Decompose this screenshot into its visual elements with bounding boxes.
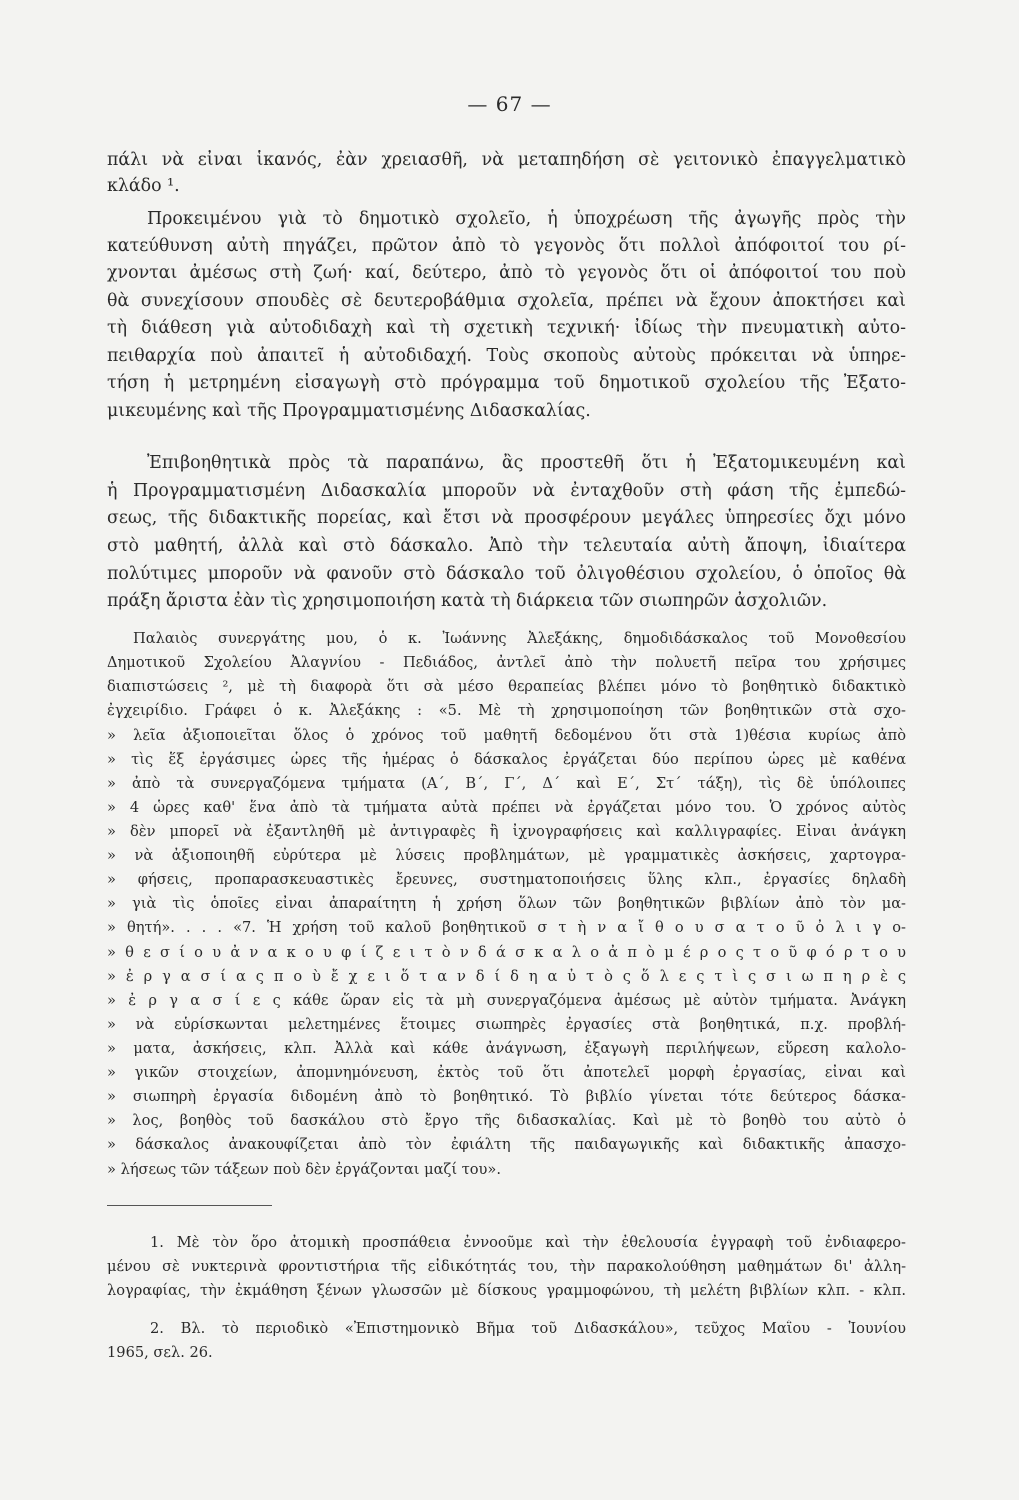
body-line: θὰ συνεχίσουν σπουδὲς σὲ δευτεροβάθμια σχολεῖα, πρέπει νὰ ἔχουν ἀποκτήσει καὶ xyxy=(107,291,906,311)
page-number: — 67 — xyxy=(467,92,552,116)
body-line: μικευμένης καὶ τῆς Προγραμματισμένης Διδασκαλίας. xyxy=(107,401,591,421)
body-line: πράξη ἄριστα ἐὰν τὶς χρησιμοποιήση κατὰ τὴ διάρκεια τῶν σιωπηρῶν ἀσχολιῶν. xyxy=(107,591,828,611)
footnote-rule xyxy=(107,1205,272,1206)
quote-line: διαπιστώσεις ², μὲ τὴ διαφορὰ ὅτι σὰ μέσο θεραπείας βλέπει μόνο τὸ βοηθητικὸ διδακτικὸ xyxy=(107,678,906,695)
footnote-line: 2. Βλ. τὸ περιοδικὸ «Ἐπιστημονικὸ Βῆμα τοῦ Διδασκάλου», τεῦχος Μαΐου - Ἰουνίου xyxy=(150,1320,906,1337)
quote-line: » λεῖα ἀξιοποιεῖται ὅλος ὁ χρόνος τοῦ μαθητῆ δεδομένου ὅτι στὰ 1)θέσια κυρίως ἀπὸ xyxy=(107,727,906,744)
body-line: τήση ἡ μετρημένη εἰσαγωγὴ στὸ πρόγραμμα τοῦ δημοτικοῦ σχολείου τῆς Ἐξατο- xyxy=(107,373,906,393)
body-line: πειθαρχία ποὺ ἀπαιτεῖ ἡ αὐτοδιδαχή. Τοὺς σκοποὺς αὐτοὺς πρόκειται νὰ ὑπηρε- xyxy=(107,346,906,366)
body-line: πολύτιμες μποροῦν νὰ φανοῦν στὸ δάσκαλο τοῦ ὀλιγοθέσιου σχολείου, ὁ ὁποῖος θὰ xyxy=(107,564,906,584)
body-line: Προκειμένου γιὰ τὸ δημοτικὸ σχολεῖο, ἡ ὑποχρέωση τῆς ἀγωγῆς πρὸς τὴν xyxy=(147,209,906,229)
quote-line: » 4 ὧρες καθ' ἕνα ἀπὸ τὰ τμήματα αὐτὰ πρέπει νὰ ἐργάζεται μόνο του. Ὁ χρόνος αὐτὸς xyxy=(107,799,906,816)
body-line: Ἐπιβοηθητικὰ πρὸς τὰ παραπάνω, ἂς προστεθῆ ὅτι ἡ Ἐξατομικευμένη καὶ xyxy=(147,453,906,473)
quote-line: » λήσεως τῶν τάξεων ποὺ δὲν ἐργάζονται μαζί του». xyxy=(107,1161,501,1178)
body-line: χνονται ἀμέσως στὴ ζωή· καί, δεύτερο, ἀπὸ τὸ γεγονὸς ὅτι οἱ ἀπόφοιτοί του ποὺ xyxy=(107,263,906,283)
quote-line: Δημοτικοῦ Σχολείου Ἀλαγνίου - Πεδιάδος, ἀντλεῖ ἀπὸ τὴν πολυετῆ πεῖρα του χρήσιμες xyxy=(107,654,906,671)
footnote-line: μένου σὲ νυκτερινὰ φροντιστήρια τῆς εἰδικότητάς του, τὴν παρακολούθηση μαθημάτων δι' ἀλλη- xyxy=(107,1258,906,1275)
quote-line: » ἀπὸ τὰ συνεργαζόμενα τμήματα (Α΄, Β΄, Γ΄, Δ΄ καὶ Ε΄, Στ΄ τάξη), τὶς δὲ ὑπόλοιπες xyxy=(107,775,906,792)
quote-line: » ἐ ρ γ α σ ί ε ς κάθε ὥραν εἰς τὰ μὴ συνεργαζόμενα ἀμέσως μὲ αὐτὸν τμήματα. Ἀνάγκη xyxy=(107,992,906,1009)
body-line: ἡ Προγραμματισμένη Διδασκαλία μποροῦν νὰ ἐνταχθοῦν στὴ φάση τῆς ἐμπεδώ- xyxy=(107,481,906,501)
quote-line: » ματα, ἀσκήσεις, κλπ. Ἀλλὰ καὶ κάθε ἀνάγνωση, ἐξαγωγὴ περιλήψεων, εὕρεση καλολο- xyxy=(107,1040,906,1057)
body-line: κλάδο ¹. xyxy=(107,176,180,196)
quote-line: » γιὰ τὶς ὁποῖες εἶναι ἀπαραίτητη ἡ χρήση ὅλων τῶν βοηθητικῶν βιβλίων ἀπὸ τὸν μα- xyxy=(107,895,906,912)
quote-line: » θ ε σ ί ο υ ἀ ν α κ ο υ φ ί ζ ε ι τ ὸ ν δ ά σ κ α λ ο ἀ π ὸ μ έ ρ ο ς τ ο ῦ φ ό ρ τ ο υ xyxy=(107,944,906,961)
quote-line: » λος, βοηθὸς τοῦ δασκάλου στὸ ἔργο τῆς διδασκαλίας. Καὶ μὲ τὸ βοηθὸ του αὐτὸ ὁ xyxy=(107,1112,906,1129)
quote-line: » φήσεις, προπαρασκευαστικὲς ἔρευνες, συστηματοποιήσεις ὕλης κλπ., ἐργασίες δηλαδὴ xyxy=(107,871,906,888)
quote-line: » θητή». . . . «7. Ἡ χρήση τοῦ καλοῦ βοηθητικοῦ σ τ ὴ ν α ἴ θ ο υ σ α τ ο ῦ ὀ λ ι γ ο- xyxy=(107,919,906,936)
body-line: στὸ μαθητή, ἀλλὰ καὶ στὸ δάσκαλο. Ἀπὸ τὴν τελευταία αὐτὴ ἄποψη, ἰδιαίτερα xyxy=(107,536,906,556)
footnote-line: 1. Μὲ τὸν ὅρο ἀτομικὴ προσπάθεια ἐννοοῦμε καὶ τὴν ἐθελουσία ἐγγραφὴ τοῦ ἐνδιαφερο- xyxy=(150,1234,906,1251)
quote-line: » ἐ ρ γ α σ ί α ς π ο ὺ ἔ χ ε ι ὅ τ α ν δ ί δ η α ὐ τ ὸ ς ὅ λ ε ς τ ὶ ς σ ι ω π η ρ ὲ ς xyxy=(107,968,906,985)
quote-line: » νὰ εὑρίσκωνται μελετημένες ἕτοιμες σιωπηρὲς ἐργασίες στὰ βοηθητικά, π.χ. προβλή- xyxy=(107,1016,906,1033)
quote-line: ἐγχειρίδιο. Γράφει ὁ κ. Ἀλεξάκης : «5. Μὲ τὴ χρησιμοποίηση τῶν βοηθητικῶν στὰ σχο- xyxy=(107,702,906,719)
footnote-line: λογραφίας, τὴν ἐκμάθηση ξένων γλωσσῶν μὲ δίσκους γραμμοφώνου, τὴ μελέτη βιβλίων κλπ. - κλπ. xyxy=(107,1282,906,1299)
quote-line: » δάσκαλος ἀνακουφίζεται ἀπὸ τὸν ἐφιάλτη τῆς παιδαγωγικῆς καὶ διδακτικῆς ἀπασχο- xyxy=(107,1136,906,1153)
body-line: τὴ διάθεση γιὰ αὐτοδιδαχὴ καὶ τὴ σχετικὴ τεχνική· ἰδίως τὴν πνευματικὴ αὐτο- xyxy=(107,318,906,338)
quote-line: Παλαιὸς συνεργάτης μου, ὁ κ. Ἰωάννης Ἀλεξάκης, δημοδιδάσκαλος τοῦ Μονοθεσίου xyxy=(133,630,906,647)
quote-line: » τὶς ἕξ ἐργάσιμες ὧρες τῆς ἡμέρας ὁ δάσκαλος ἐργάζεται δύο περίπου ὧρες μὲ καθένα xyxy=(107,751,906,768)
quote-line: » νὰ ἀξιοποιηθῆ εὐρύτερα μὲ λύσεις προβλημάτων, μὲ γραμματικὲς ἀσκήσεις, χαρτογρα- xyxy=(107,847,906,864)
quote-line: » γικῶν στοιχείων, ἀπομνημόνευση, ἐκτὸς τοῦ ὅτι ἀποτελεῖ μορφὴ ἐργασίας, εἶναι καὶ xyxy=(107,1064,906,1081)
body-line: σεως, τῆς διδακτικῆς πορείας, καὶ ἔτσι νὰ προσφέρουν μεγάλες ὑπηρεσίες ὄχι μόνο xyxy=(107,508,906,528)
quote-line: » σιωπηρὴ ἐργασία διδομένη ἀπὸ τὸ βοηθητικό. Τὸ βιβλίο γίνεται τότε δεύτερος δάσκα- xyxy=(107,1088,906,1105)
body-line: πάλι νὰ εἶναι ἱκανός, ἐὰν χρειασθῆ, νὰ μεταπηδήση σὲ γειτονικὸ ἐπαγγελματικὸ xyxy=(107,150,906,170)
quote-line: » δὲν μπορεῖ νὰ ἐξαντληθῆ μὲ ἀντιγραφὲς ἢ ἰχνογραφήσεις καὶ καλλιγραφίες. Εἶναι ἀνάγκη xyxy=(107,823,906,840)
footnote-line: 1965, σελ. 26. xyxy=(107,1344,213,1361)
body-line: κατεύθυνση αὐτὴ πηγάζει, πρῶτον ἀπὸ τὸ γεγονὸς ὅτι πολλοὶ ἀπόφοιτοί του ρί- xyxy=(107,236,906,256)
